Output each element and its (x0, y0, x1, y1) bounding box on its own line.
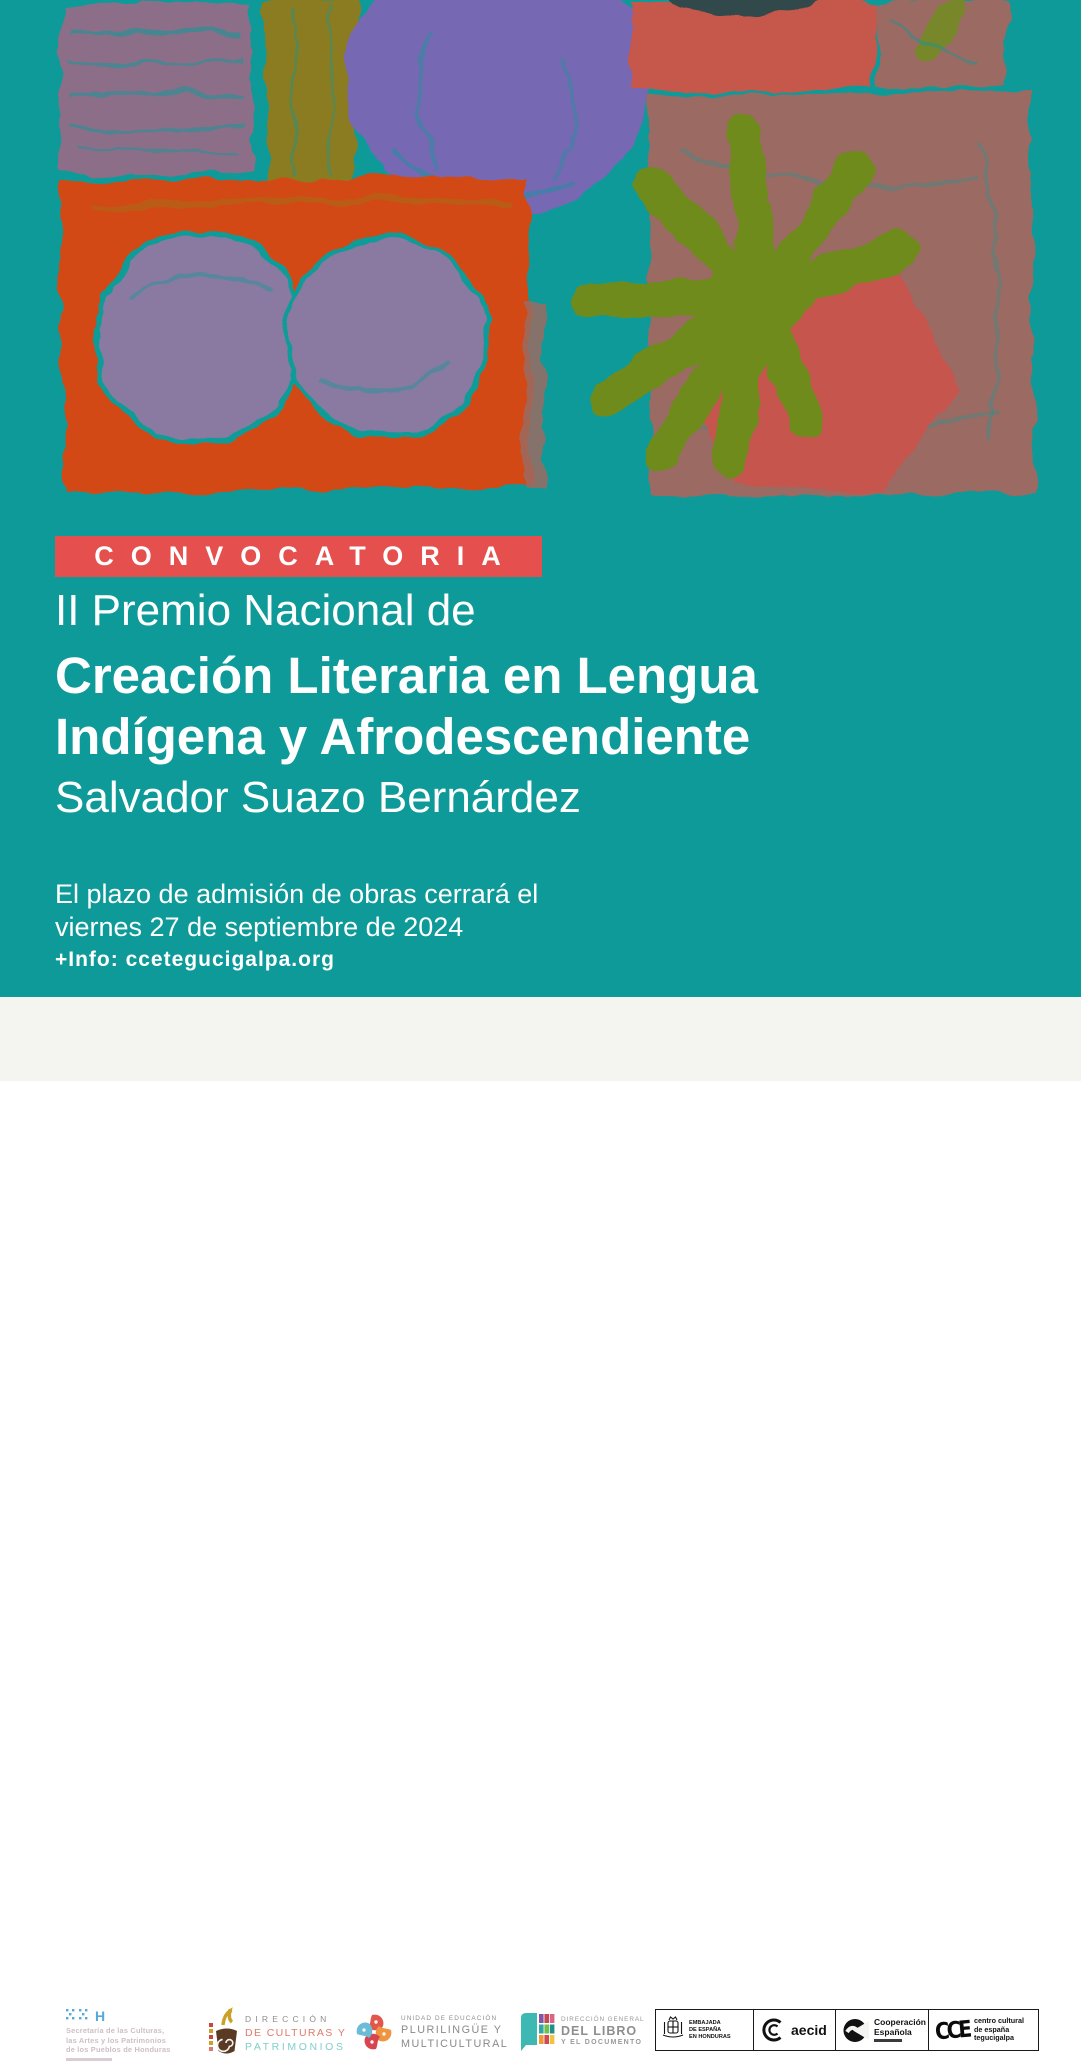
deadline-line-1: El plazo de admisión de obras cerrará el (55, 879, 539, 909)
artwork-thin-strip (524, 302, 544, 490)
secretaria-dots-icon (66, 2009, 92, 2022)
culturas-line-3: PATRIMONIOS (245, 2041, 346, 2053)
unidad-line-3: MULTICULTURAL (401, 2037, 509, 2050)
convocatoria-badge: CONVOCATORIA (55, 536, 542, 577)
logo-embajada-espana (656, 2010, 753, 2050)
embajada-line-2: DE ESPAÑA (689, 2026, 722, 2033)
logo-cooperacion-espanola (835, 2010, 928, 2050)
logo-secretaria-culturas (66, 2008, 171, 2061)
footer-band (0, 997, 1081, 2055)
culturas-line-2: DE CULTURAS Y (245, 2027, 347, 2039)
logo-direccion-libro (518, 2010, 644, 2052)
spain-coat-of-arms-icon (662, 2015, 684, 2045)
unidad-line-2: PLURILINGÜE Y (401, 2023, 503, 2036)
cooperacion-line-2: Española (874, 2026, 912, 2037)
libro-line-2: DEL LIBRO (561, 2024, 638, 2038)
logo-direccion-culturas (207, 2007, 346, 2059)
embajada-line-3: EN HONDURAS (689, 2033, 731, 2040)
title-line-1: II Premio Nacional de (55, 586, 476, 635)
secretaria-line-2: las Artes y los Patrimonios (66, 2035, 167, 2045)
spain-logos-strip (655, 2009, 1039, 2051)
logo-unidad-educacion (354, 2012, 508, 2052)
libro-line-1: DIRECCIÓN GENERAL (561, 2016, 645, 2023)
secretaria-h-mark: H (95, 2007, 106, 2024)
cce-line-3: tegucigalpa (974, 2033, 1014, 2043)
book-icon (518, 2010, 556, 2052)
aecid-label: aecid (791, 2022, 827, 2038)
deadline-line-2: viernes 27 de septiembre de 2024 (55, 912, 464, 942)
secretaria-subtext-bar (66, 2058, 112, 2061)
logo-aecid (753, 2010, 835, 2050)
cooperacion-c-icon (842, 2017, 869, 2044)
artwork-olive-strip (264, 0, 360, 192)
title-author-line: Salvador Suazo Bernárdez (55, 773, 581, 822)
embajada-line-1: EMBAJADA (689, 2019, 721, 2026)
libro-line-3: Y EL DOCUMENTO (561, 2039, 643, 2046)
info-url: +Info: ccetegucigalpa.org (55, 948, 335, 971)
cce-line-2: de españa (974, 2024, 1010, 2034)
artwork-orange-rect (60, 176, 532, 493)
logo-centro-cultural (928, 2010, 1038, 2050)
deadline-text (55, 878, 538, 944)
cooperacion-subtext-bar (874, 2039, 902, 2042)
abstract-artwork (0, 0, 1081, 520)
unidad-line-1: UNIDAD DE EDUCACIÓN (401, 2014, 498, 2022)
secretaria-line-1: Secretaría de las Culturas, (66, 2026, 165, 2035)
title-line-2: Creación Literaria en Lengua (55, 647, 758, 704)
cce-mark: CCE (933, 2014, 971, 2046)
cce-line-1: centro cultural (974, 2016, 1024, 2026)
aecid-ring-icon (760, 2017, 786, 2043)
culturas-line-1: DIRECCIÓN (245, 2014, 331, 2024)
artwork-mauve-blob (58, 2, 253, 176)
culturas-pot-icon (207, 2007, 239, 2059)
artwork-red-block (630, 0, 878, 92)
artwork-brown-block (876, 0, 1008, 88)
secretaria-line-3: de los Pueblos de Honduras (66, 2045, 171, 2055)
title-line-3: Indígena y Afrodescendiente (55, 708, 751, 765)
cooperacion-line-1: Cooperación (874, 2017, 926, 2027)
pinwheel-icon (354, 2012, 394, 2052)
